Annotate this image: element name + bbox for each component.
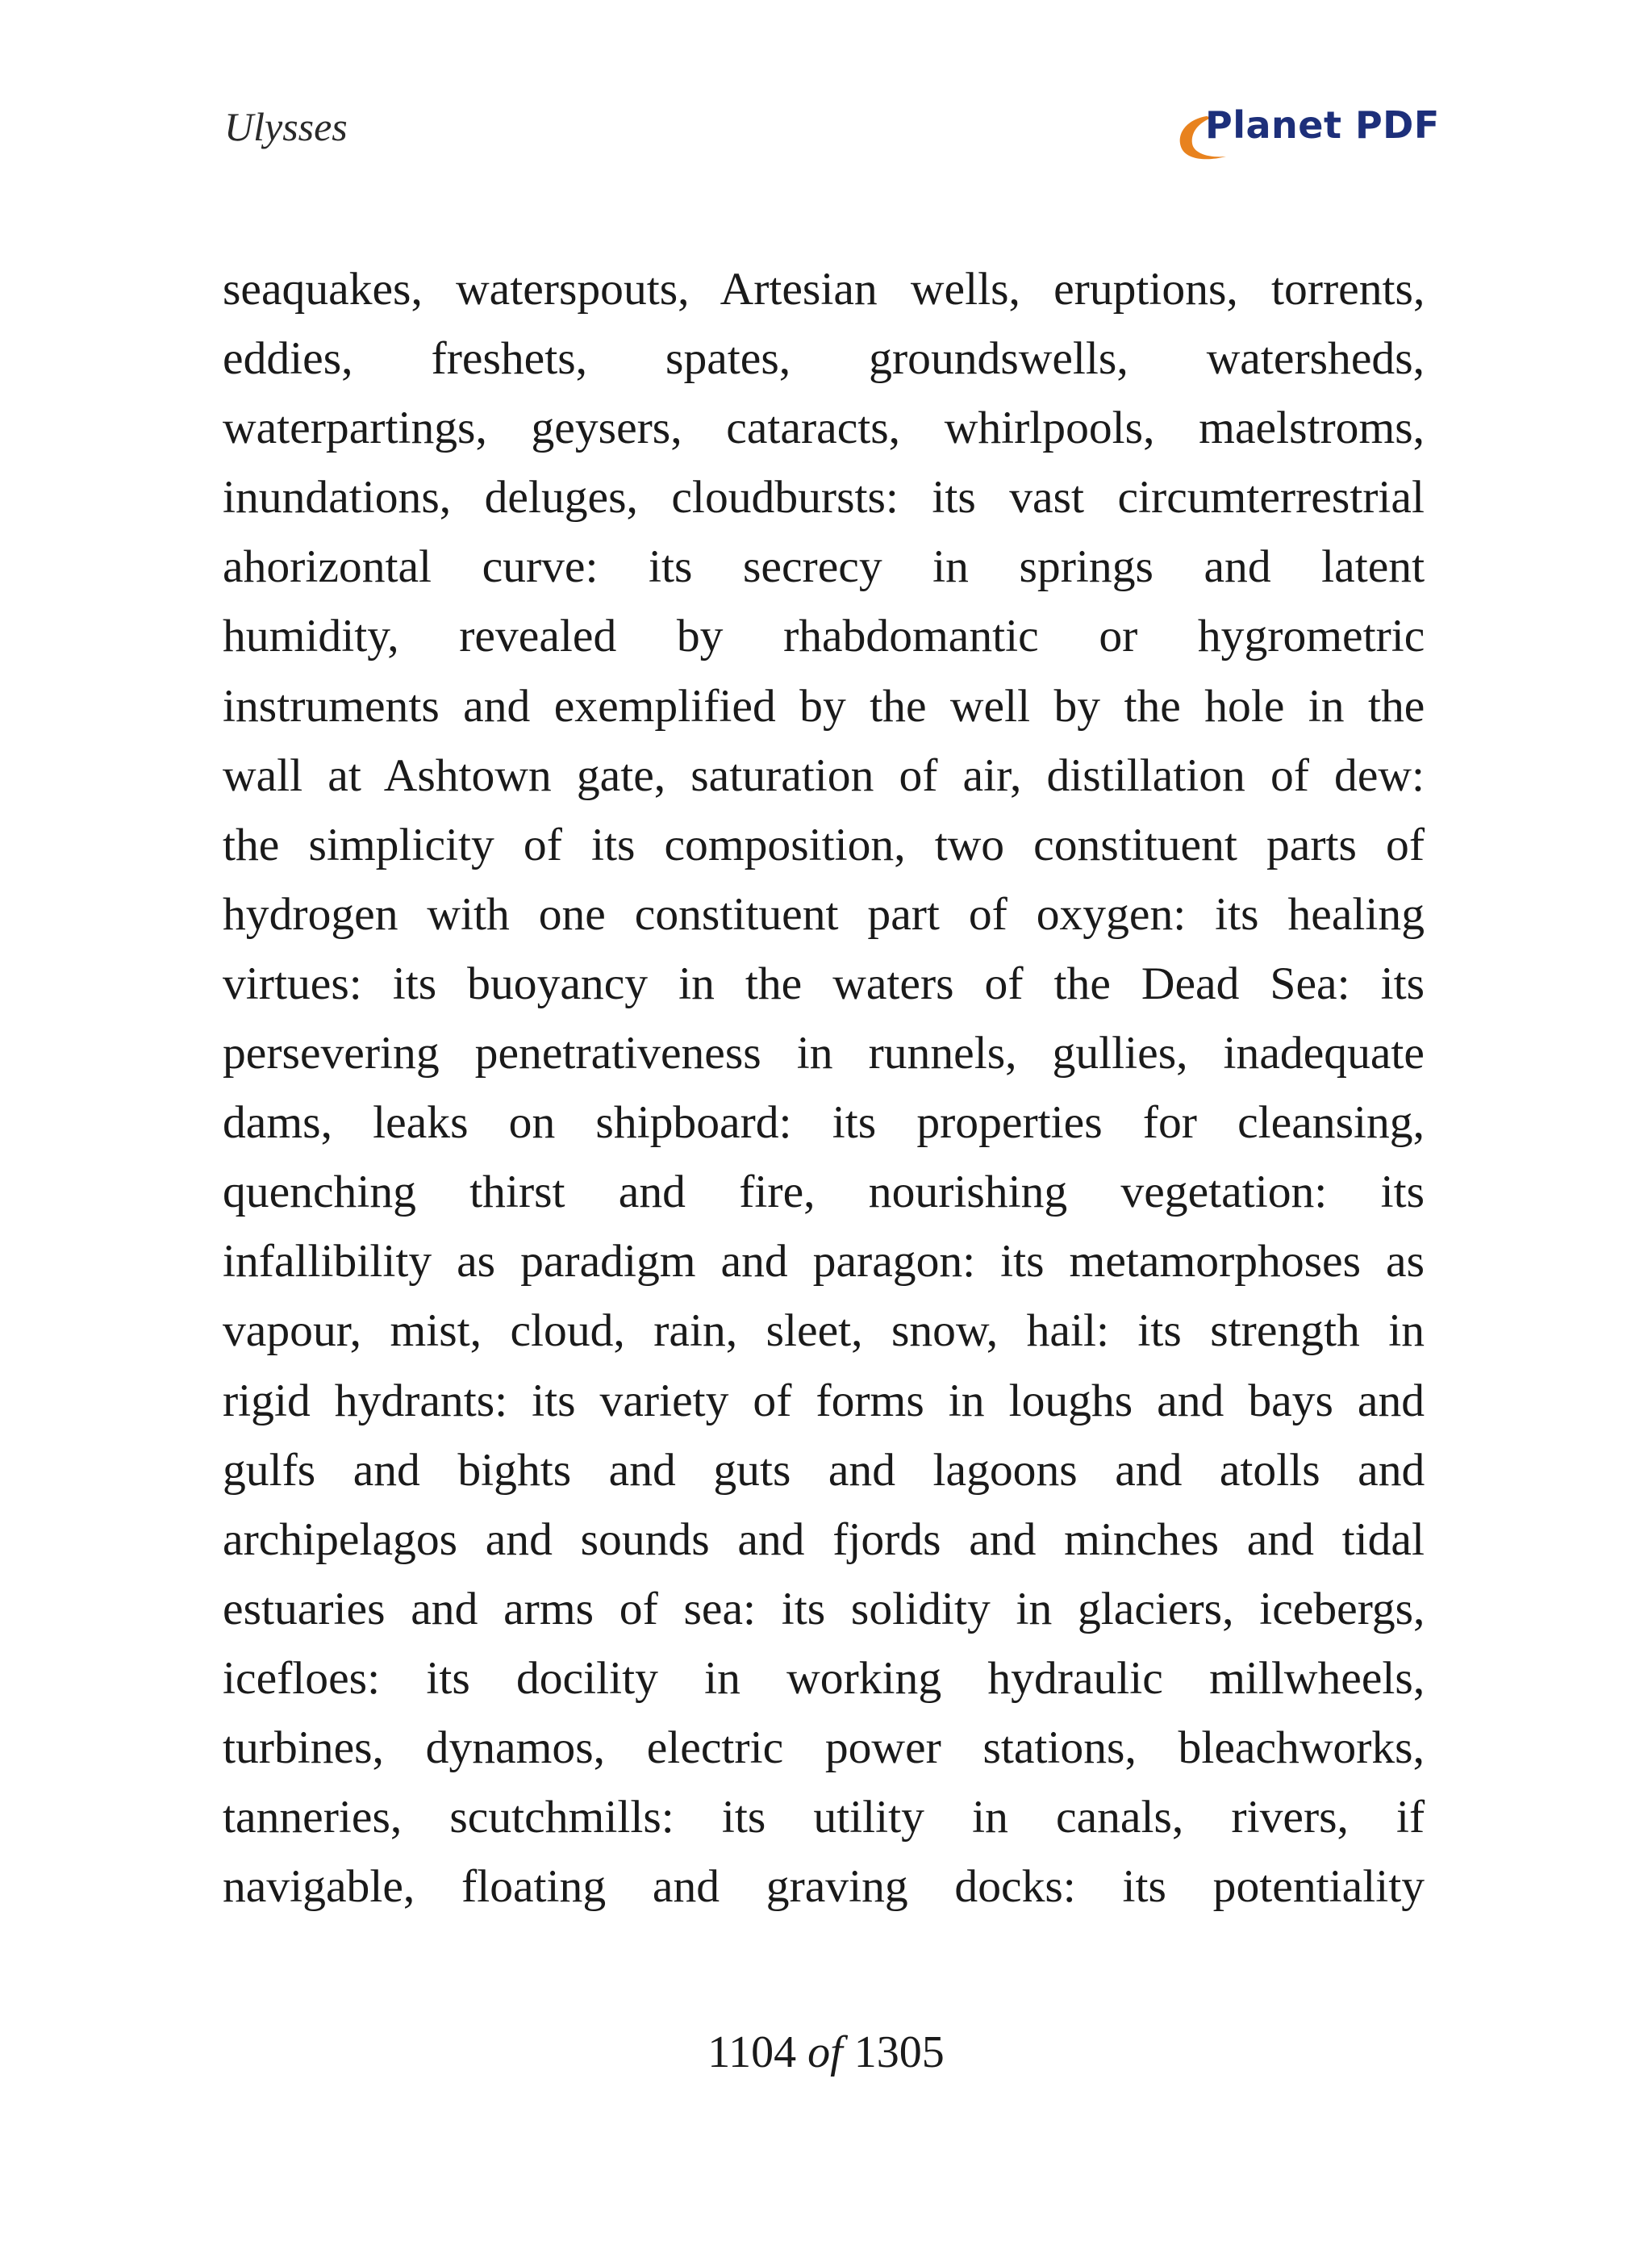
text-line: turbines, dynamos, electric power stations, bleachworks, bbox=[223, 1722, 1425, 1773]
text-line: tanneries, scutchmills: its utility in canals, rivers, if bbox=[223, 1792, 1425, 1843]
text-line: dams, leaks on shipboard: its properties for cleansing, bbox=[223, 1097, 1425, 1149]
logo-text: Planet PDF bbox=[1205, 103, 1440, 147]
text-line: instruments and exemplified by the well by the hole in the bbox=[223, 680, 1425, 732]
page-of-label: of bbox=[807, 2027, 843, 2077]
text-line: estuaries and arms of sea: its solidity in glaciers, icebergs, bbox=[223, 1583, 1425, 1634]
text-line: gulfs and bights and guts and lagoons and atolls and bbox=[223, 1444, 1425, 1496]
text-line: persevering penetrativeness in runnels, gullies, inadequate bbox=[223, 1028, 1425, 1079]
text-line: icefloes: its docility in working hydraulic millwheels, bbox=[223, 1652, 1425, 1704]
total-pages-number: 1305 bbox=[853, 2027, 945, 2077]
text-line: humidity, revealed by rhabdomantic or hygrometric bbox=[223, 611, 1425, 662]
text-line: ahorizontal curve: its secrecy in springs and latent bbox=[223, 541, 1425, 593]
text-line: virtues: its buoyancy in the waters of the Dead Sea: its bbox=[223, 958, 1425, 1009]
text-line: quenching thirst and fire, nourishing vegetation: its bbox=[223, 1167, 1425, 1218]
text-line: seaquakes, waterspouts, Artesian wells, eruptions, torrents, bbox=[223, 264, 1425, 315]
text-line: inundations, deluges, cloudbursts: its vast circumterrestrial bbox=[223, 472, 1425, 524]
book-title: Ulysses bbox=[224, 104, 348, 149]
text-line: the simplicity of its composition, two constituent parts of bbox=[223, 819, 1425, 870]
text-line: vapour, mist, cloud, rain, sleet, snow, hail: its strength in bbox=[223, 1305, 1425, 1357]
text-line: waterpartings, geysers, cataracts, whirlpools, maelstroms, bbox=[223, 403, 1425, 454]
text-line: wall at Ashtown gate, saturation of air, distillation of dew: bbox=[223, 749, 1425, 801]
page-body-text bbox=[223, 255, 1425, 1922]
text-line: navigable, floating and graving docks: its potentiality bbox=[223, 1861, 1425, 1913]
text-line: rigid hydrants: its variety of forms in loughs and bays and bbox=[223, 1375, 1425, 1426]
planet-pdf-logo bbox=[1170, 100, 1440, 169]
text-line: archipelagos and sounds and fjords and minches and tidal bbox=[223, 1513, 1425, 1565]
text-line: eddies, freshets, spates, groundswells, watersheds, bbox=[223, 333, 1425, 385]
text-line: infallibility as paradigm and paragon: its metamorphoses as bbox=[223, 1236, 1425, 1288]
text-line: hydrogen with one constituent part of oxygen: its healing bbox=[223, 888, 1425, 940]
page-number bbox=[0, 2027, 1652, 2077]
current-page-number: 1104 bbox=[707, 2027, 797, 2077]
